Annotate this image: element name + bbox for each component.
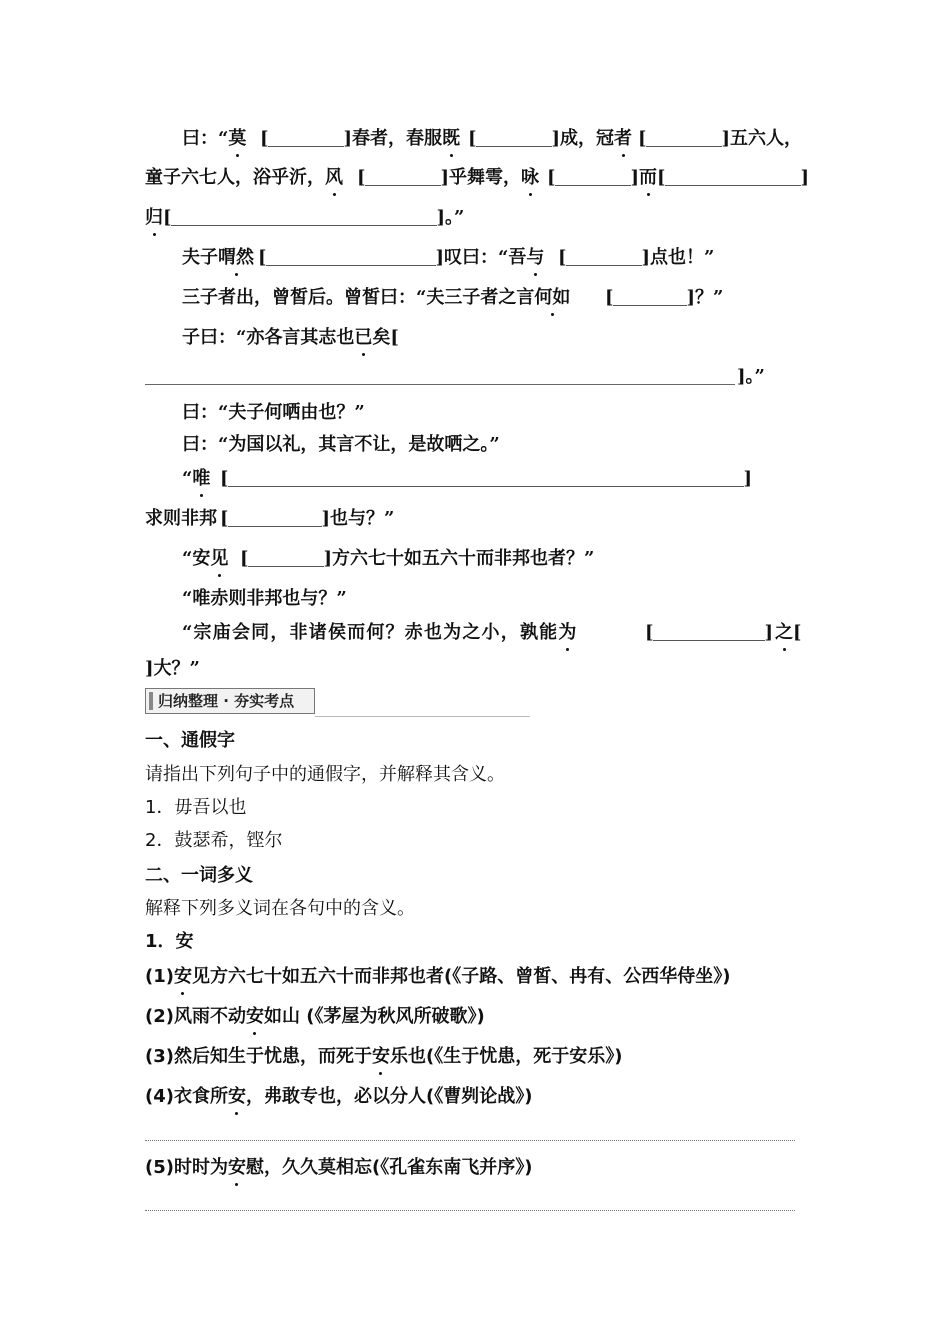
- answer-blank[interactable]: [ ]: [468, 128, 560, 149]
- answer-blank[interactable]: [ ]: [220, 468, 752, 489]
- answer-blank[interactable]: [ ]: [163, 207, 445, 228]
- answer-blank[interactable]: [ ]: [357, 167, 449, 188]
- divider: [315, 716, 530, 717]
- answer-blank[interactable]: [ ]: [558, 247, 650, 268]
- answer-line[interactable]: [145, 1210, 795, 1211]
- answer-blank[interactable]: [ ]: [260, 128, 352, 149]
- answer-blank[interactable]: [ ]: [547, 167, 639, 188]
- answer-blank[interactable]: [ ]: [638, 128, 730, 149]
- answer-blank[interactable]: [ ]: [240, 548, 332, 569]
- section-tag: 归纳整理 · 夯实考点: [145, 688, 315, 714]
- answer-blank[interactable]: [ ]: [645, 622, 773, 643]
- answer-blank[interactable]: [ ]: [605, 287, 695, 308]
- answer-line[interactable]: [145, 1140, 795, 1141]
- dotted-char: 莫: [228, 126, 246, 152]
- answer-blank[interactable]: [ ]: [220, 508, 330, 529]
- answer-blank[interactable]: [ ]: [657, 167, 809, 188]
- answer-blank-line[interactable]: [145, 384, 735, 385]
- answer-blank[interactable]: [ ]: [258, 247, 444, 268]
